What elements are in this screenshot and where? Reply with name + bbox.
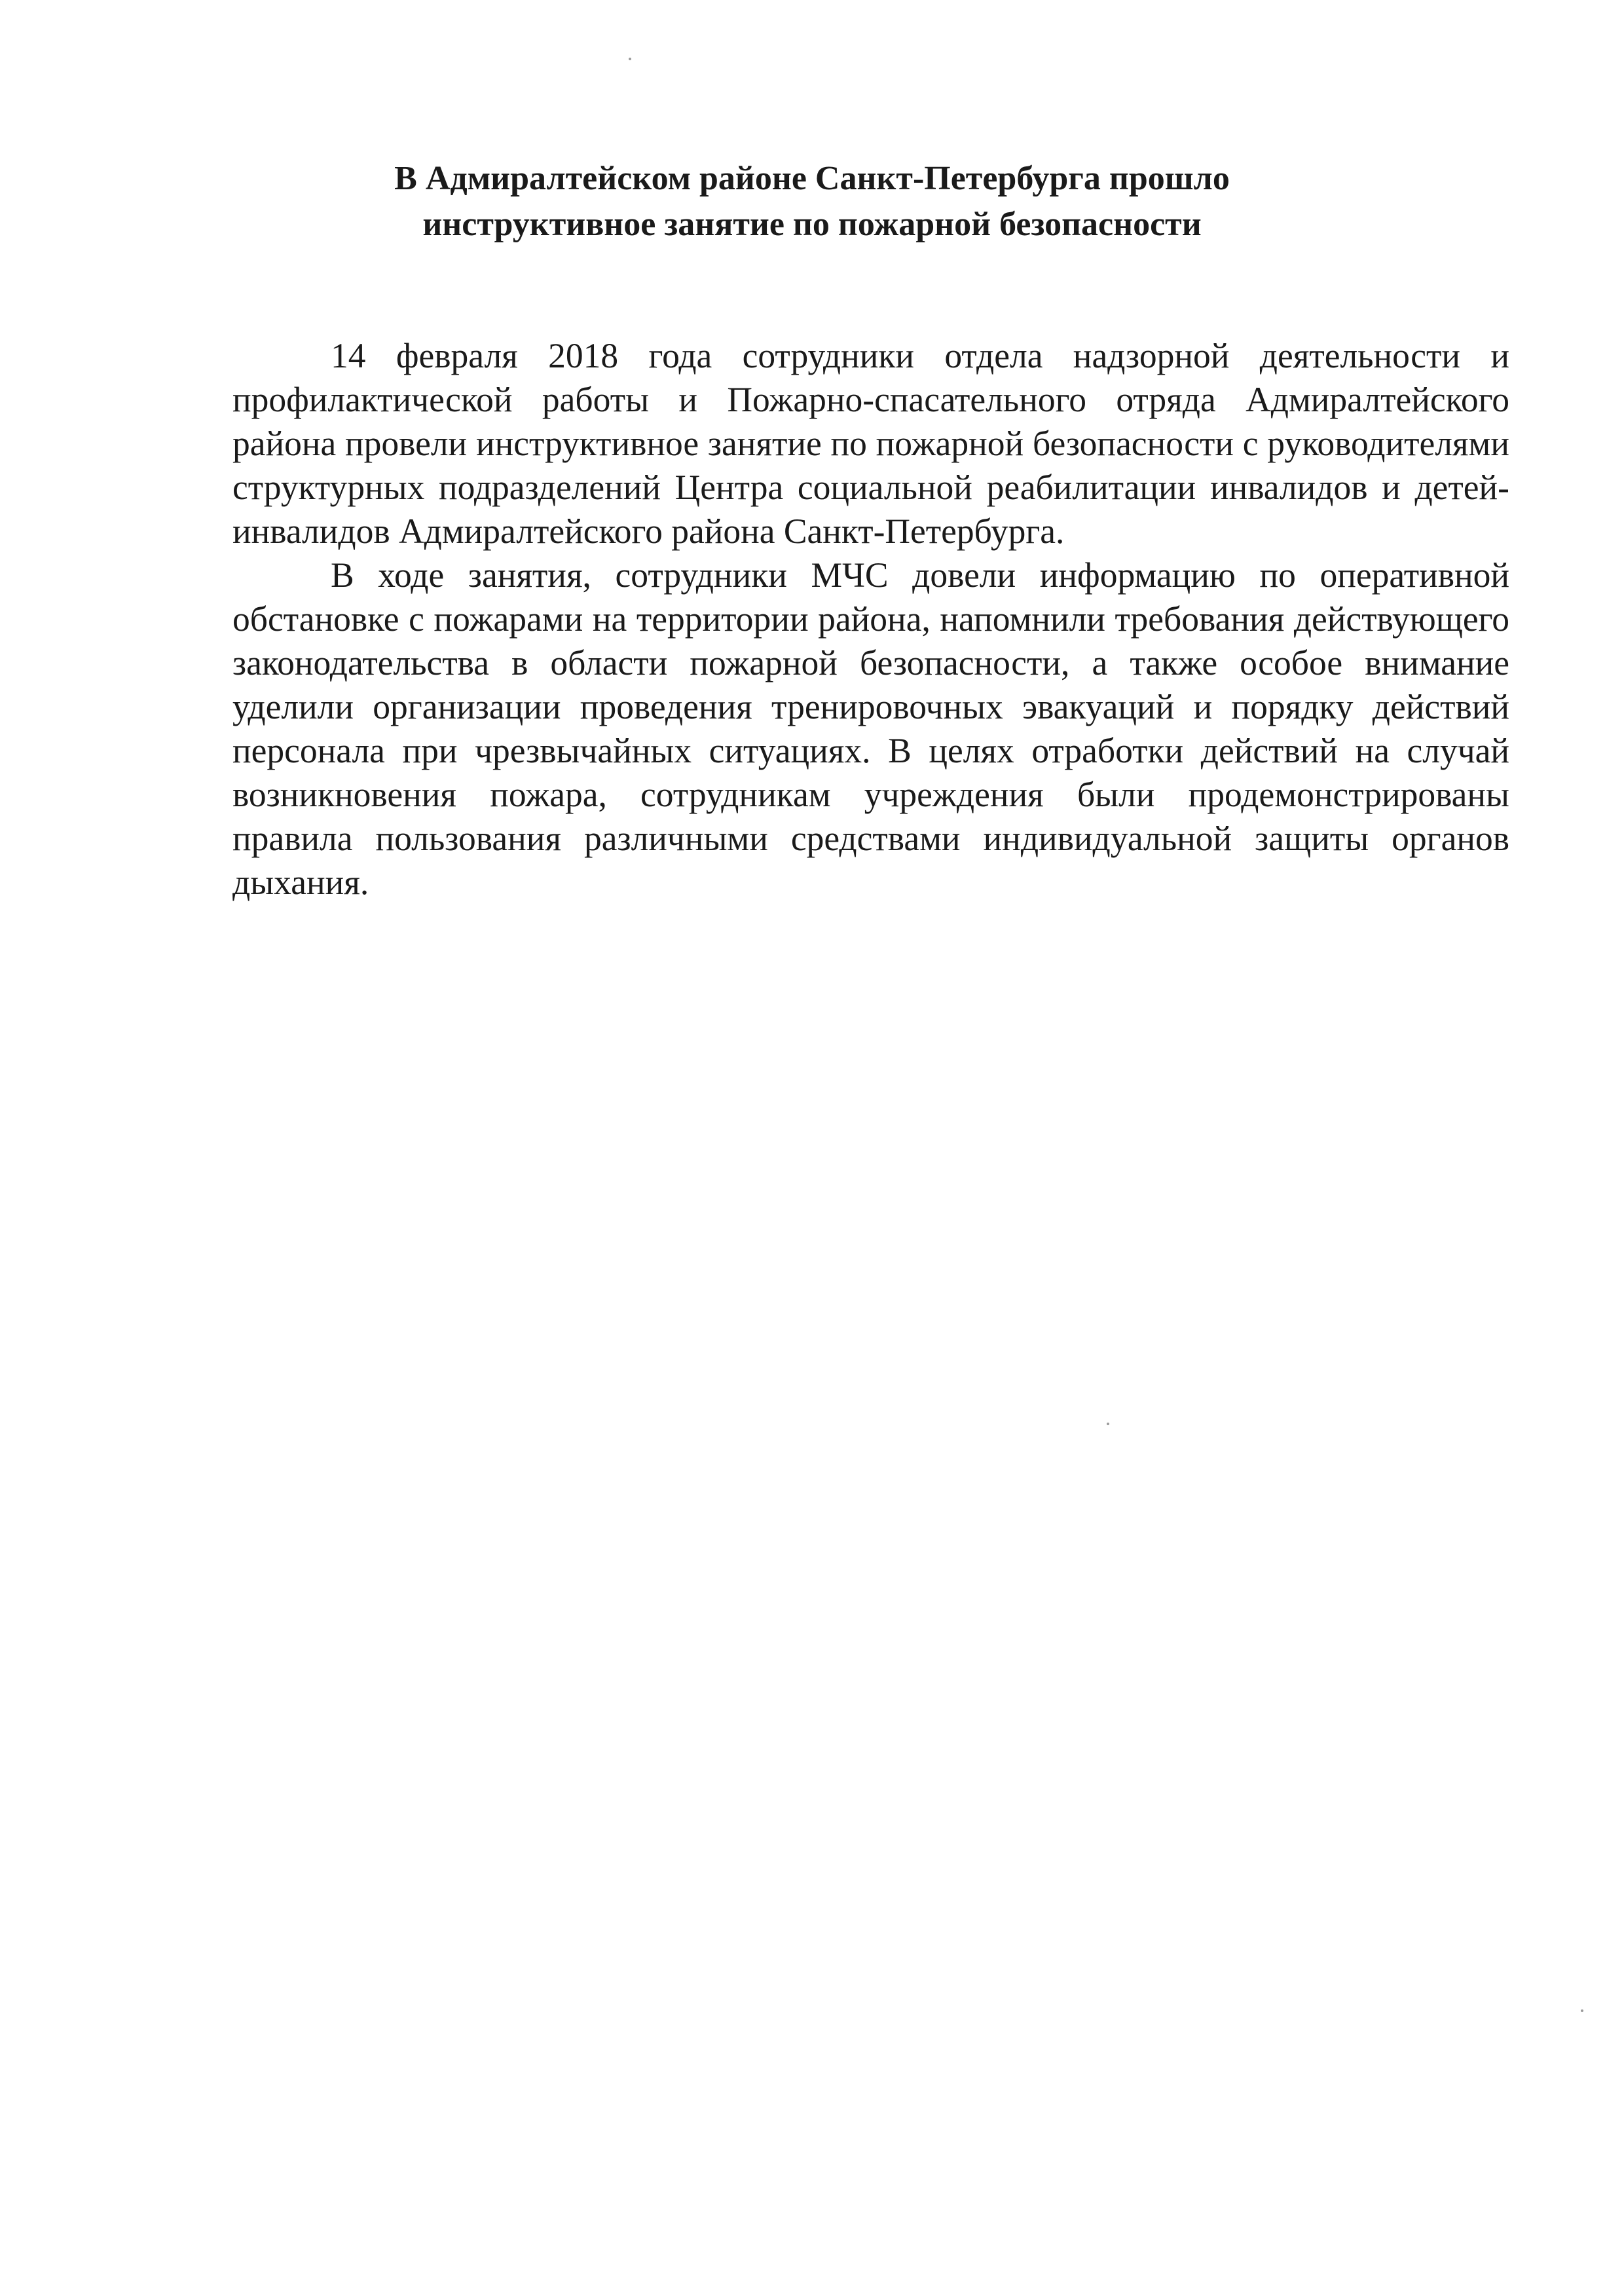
document-body xyxy=(232,334,1509,905)
scan-speck xyxy=(1581,2009,1583,2012)
paragraph-1: 14 февраля 2018 года сотрудники отдела надзорной деятельности и профилактической работы и Пожарно-спасательного отряда Адмиралтейского района провели инструктивное занятие по пожарной безопасности с руководителями структурных подразделений Центра социальной реабилитации инвалидов и детей-инвалидов Адмиралтейского района Санкт-Петербурга. xyxy=(232,336,1509,551)
scan-speck xyxy=(629,58,631,60)
scan-speck xyxy=(1107,1423,1109,1425)
document-title xyxy=(223,156,1401,248)
paragraph-2: В ходе занятия, сотрудники МЧС довели информацию по оперативной обстановке с пожарами на территории района, напомнили требования действующего законодательства в области пожарной безопасности, а также особое внимание уделили организации проведения тренировочных эвакуаций и порядку действий персонала при чрезвычайных ситуациях. В целях отработки действий на случай возникновения пожара, сотрудникам учреждения были продемонстрированы правила пользования различными средствами индивидуальной защиты органов дыхания. xyxy=(232,555,1509,902)
title-line-1: В Адмиралтейском районе Санкт-Петербурга прошло xyxy=(394,160,1230,197)
title-line-2: инструктивное занятие по пожарной безопасности xyxy=(422,206,1202,243)
